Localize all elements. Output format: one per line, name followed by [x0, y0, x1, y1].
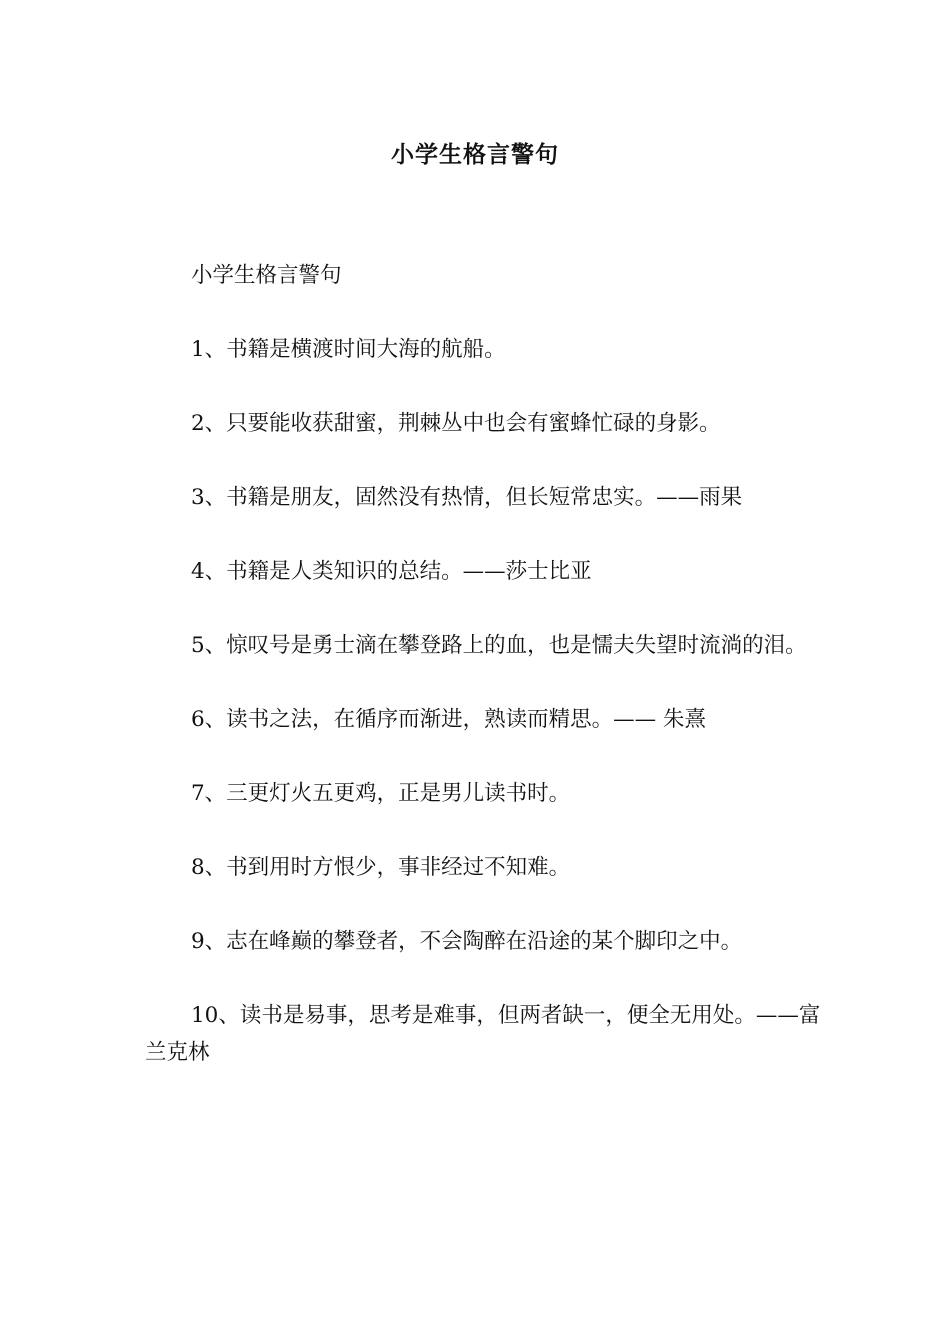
paragraph-quote-4: 4、书籍是人类知识的总结。——莎士比亚 [191, 559, 592, 584]
paragraph-quote-6: 6、读书之法，在循序而渐进，熟读而精思。—— 朱熹 [191, 707, 707, 732]
paragraph-quote-9: 9、志在峰巅的攀登者，不会陶醉在沿途的某个脚印之中。 [191, 929, 743, 954]
paragraph-quote-1: 1、书籍是横渡时间大海的航船。 [191, 337, 506, 362]
paragraph-quote-8: 8、书到用时方恨少，事非经过不知难。 [191, 855, 571, 880]
paragraph-quote-5: 5、惊叹号是勇士滴在攀登路上的血，也是懦夫失望时流淌的泪。 [191, 633, 807, 658]
document-title: 小学生格言警句 [391, 141, 559, 168]
document-body [145, 257, 825, 1108]
paragraph-heading: 小学生格言警句 [191, 263, 342, 288]
paragraph-quote-3: 3、书籍是朋友，固然没有热情，但长短常忠实。——雨果 [191, 485, 743, 510]
paragraph-quote-2: 2、只要能收获甜蜜，荆棘丛中也会有蜜蜂忙碌的身影。 [191, 411, 721, 436]
paragraph-quote-7: 7、三更灯火五更鸡，正是男儿读书时。 [191, 781, 571, 806]
paragraph-quote-10: 10、读书是易事，思考是难事，但两者缺一，便全无用处。——富兰克林 [145, 1003, 821, 1065]
